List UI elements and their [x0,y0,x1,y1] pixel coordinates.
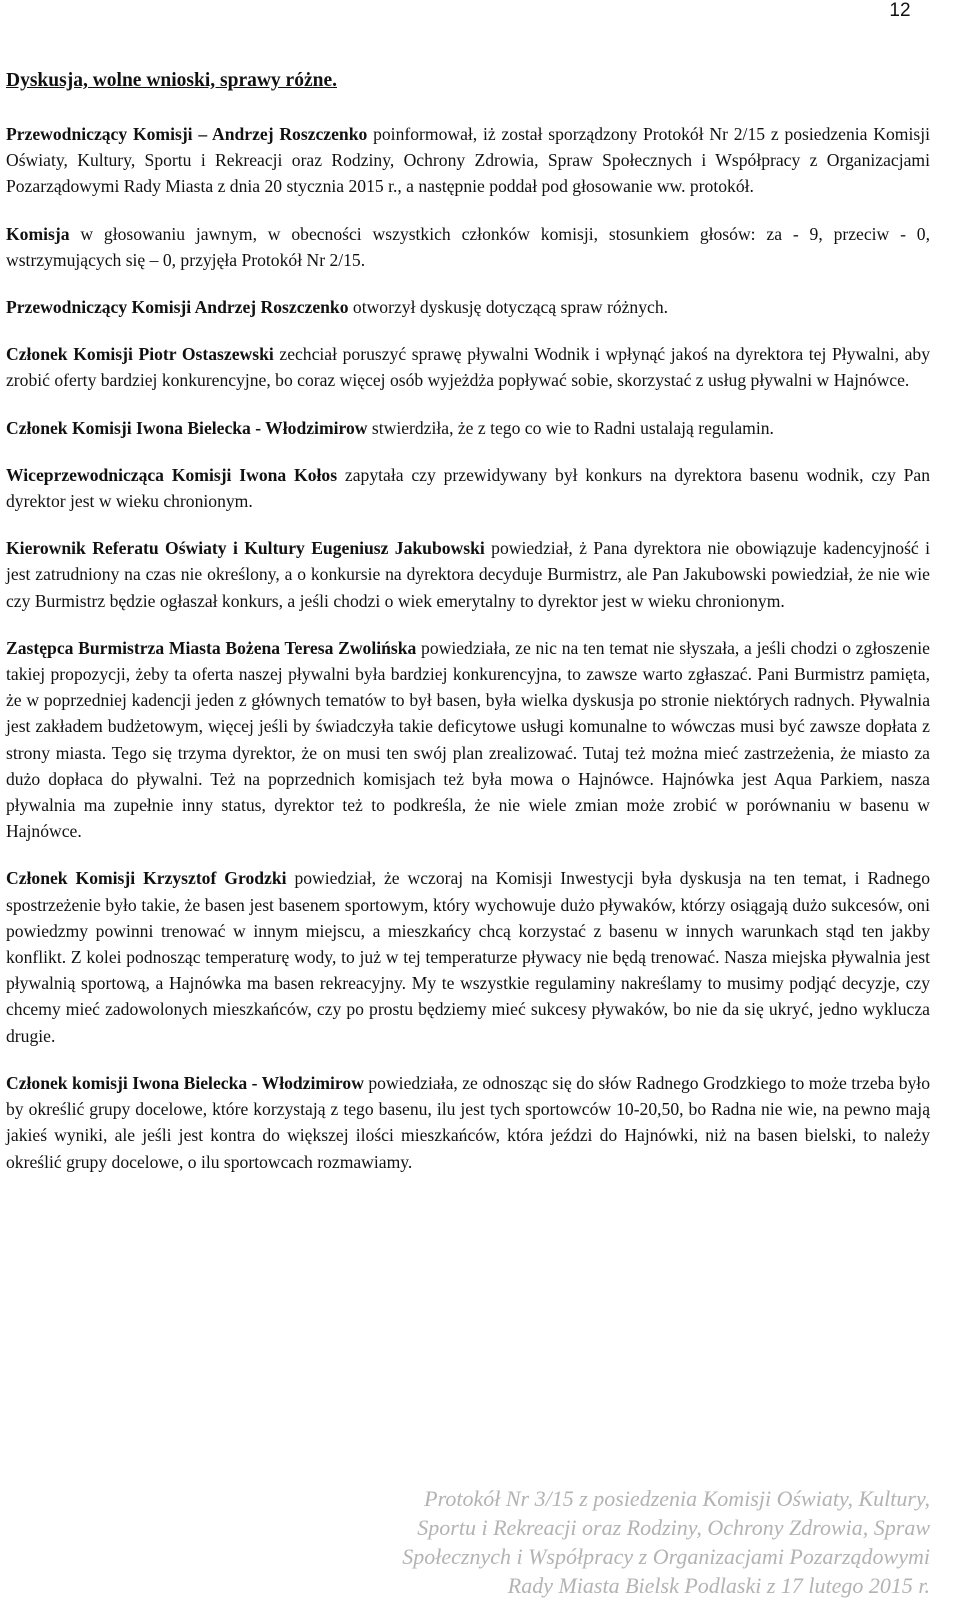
paragraph-1 [6,121,930,200]
paragraph-text: powiedziała, ze odnosząc się do słów Radnego Grodzkiego to może trzeba było by określić grupy docelowe, które korzystają z tego basenu, ilu jest tych sportowców 10-20,50, bo Radna nie wie, na pewno mają jakieś wyniki, ale jeśli jest kontra do większej ilości mieszkańców, która jeździ do Hajnówki, niż na basen bielski, to należy określić grupy docelowe, o ilu sportowcach rozmawiamy. [6,1072,930,1172]
speaker-name: Członek Komisji Iwona Bielecka - Włodzimirow [6,417,368,438]
footer-line-1: Protokół Nr 3/15 z posiedzenia Komisji Oświaty, Kultury, Sportu i Rekreacji oraz Rodziny, [417,1486,930,1540]
document-body [6,121,930,1196]
paragraph-6 [6,462,930,514]
paragraph-text: otworzył dyskusję dotyczącą spraw różnych. [348,297,669,318]
speaker-name: Kierownik Referatu Oświaty i Kultury Eugeniusz Jakubowski [6,538,485,559]
paragraph-text: powiedział, ż Pana dyrektora nie obowiązuje kadencyjność i jest zatrudniony na czas nie określony, a o konkursie na dyrektora decyduje Burmistrz, ale Pan Jakubowski powiedział, że nie wie czy Burmistrz będzie ogłaszał konkurs, a jeśli chodzi o wiek emerytalny to dyrektor jest w wieku chronionym. [6,538,930,611]
paragraph-text: powiedziała, ze nic na ten temat nie słyszała, a jeśli chodzi o zgłoszenie takiej propozycji, żeby ta oferta naszej pływalni była bardziej konkurencyjna, to zawsze warto zgłaszać. Pani Burmistrz pamięta, że w poprzedniej kadencji jeden z głównych tematów to był basen, była wielka dyskusja po stronie niektórych radnych. Pływalnia jest zakładem budżetowym, więcej jeśli by świadczyła takie deficytowe usługi komunalne to wówczas musi być zawsze dopłata z strony miasta. Tego się trzyma dyrektor, że on musi ten swój plan zrealizować. Tutaj też można mieć zastrzeżenia, że miasto za dużo dopłaca do pływalni. Też na poprzednich komisjach też była mowa o Hajnówce. Hajnówka jest Aqua Parkiem, nasza pływalnia ma zupełnie inny status, dyrektor też to podkreśla, że nie wiele zmian może zrobić w porównaniu w basenu w Hajnówce. [6,637,930,842]
speaker-name: Przewodniczący Komisji Andrzej Roszczenko [6,297,349,318]
paragraph-text: stwierdziła, że z tego co wie to Radni ustalają regulamin. [367,417,774,438]
paragraph-2 [6,221,930,273]
footer-line-3: Miasta Bielsk Podlaski z 17 lutego 2015 r. [558,1573,930,1598]
speaker-name: Członek komisji Iwona Bielecka - Włodzimirow [6,1072,364,1093]
page-footer [380,1484,930,1600]
paragraph-9 [6,865,930,1048]
paragraph-4 [6,341,930,393]
speaker-name: Przewodniczący Komisji – Andrzej Roszczenko [6,124,368,144]
paragraph-8 [6,635,930,845]
speaker-name: Członek Komisji Piotr Ostaszewski [6,344,274,365]
paragraph-text: poinformował, iż został sporządzony Protokół Nr 2/15 z posiedzenia Komisji Oświaty, Kultury, Sportu i Rekreacji oraz Rodziny, Ochrony Zdrowia, Spraw Społecznych i Współpracy z Organizacjami Pozarządowymi Rady Miasta z dnia 20 stycznia 2015 r., a następnie poddał pod głosowanie ww. protokół. [6,124,930,197]
paragraph-7 [6,535,930,614]
speaker-name: Wiceprzewodnicząca Komisji Iwona Kołos [6,464,338,485]
paragraph-5 [6,415,930,441]
paragraph-10 [6,1070,930,1175]
paragraph-text: w głosowaniu jawnym, w obecności wszystkich członków komisji, stosunkiem głosów: za - 9, przeciw - 0, wstrzymujących się – 0, przyjęła Protokół Nr 2/15. [6,223,930,270]
paragraph-3 [6,294,930,320]
paragraph-text: powiedział, że wczoraj na Komisji Inwestycji była dyskusja na ten temat, i Radnego spostrzeżenie było takie, że basen jest basenem sportowym, który wychowuje dużo pływaków, którzy osiągają dużo sukcesów, oni powiedzmy powinni trenować w innym miejscu, a mieszkańcy chcą korzystać z basenu w innych warunkach stąd ten jakby konflikt. Z kolei podnosząc temperaturę wody, to już w tej temperaturze pływacy nie będą trenować. Nasza miejska pływalnia jest pływalnią sportową, a Hajnówka ma basen rekreacyjny. My te wszystkie regulaminy nakreślamy to musimy podjąć decyzje, czy chcemy mieć zadowolonych mieszkańców, czy po prostu będziemy mieć sukcesy pływaków, bo nie da się ukryć, jedno wyklucza drugie. [6,868,930,1046]
section-heading: Dyskusja, wolne wnioski, sprawy różne. [6,70,337,91]
speaker-name: Zastępca Burmistrza Miasta Bożena Teresa Zwolińska [6,637,417,658]
page-number: 12 [889,0,911,21]
speaker-name: Członek Komisji Krzysztof Grodzki [6,868,287,889]
footer-line-2: Ochrony Zdrowia, Spraw Społecznych i Współpracy z Organizacjami Pozarządowymi Rady [402,1515,930,1598]
paragraph-text: zechciał poruszyć sprawę pływalni Wodnik i wpłynąć jakoś na dyrektora tej Pływalni, aby zrobić oferty bardziej konkurencyjne, bo coraz więcej osób wyjeżdża popływać sobie, skorzystać z usług pływalni w Hajnówce. [6,344,930,391]
speaker-name: Komisja [6,223,70,244]
paragraph-text: zapytała czy przewidywany był konkurs na dyrektora basenu wodnik, czy Pan dyrektor jest w wieku chronionym. [6,464,930,512]
